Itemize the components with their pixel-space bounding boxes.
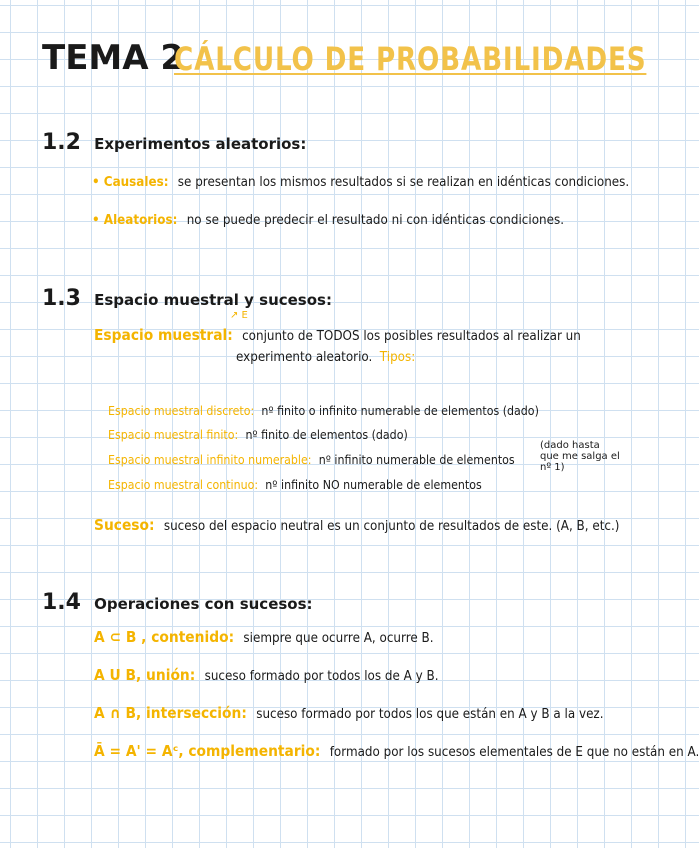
section-1-2-heading [42, 130, 306, 155]
tipos-label: Tipos: [379, 350, 416, 365]
aleatorios-text: no se puede predecir el resultado ni con idénticas condiciones. [186, 213, 565, 228]
e-mark: ↗ E [230, 310, 248, 321]
section-1-3-heading [42, 286, 332, 311]
page-title: CÁLCULO DE PROBABILIDADES [174, 40, 647, 78]
section-title: Operaciones con sucesos: [94, 595, 313, 613]
interseccion-label: A ∩ B, intersección: [94, 704, 247, 722]
contenido-text: siempre que ocurre A, ocurre B. [243, 631, 434, 646]
suceso-text: suceso del espacio neutral es un conjunto de resultados de este. (A, B, etc.) [163, 519, 620, 534]
espacio-muestral-text-2: experimento aleatorio. [236, 350, 373, 365]
section-number: 1.2 [42, 130, 81, 155]
causales-text: se presentan los mismos resultados si se realizan en idénticas condiciones. [177, 175, 630, 190]
infinito-numerable-label: Espacio muestral infinito numerable: [108, 453, 312, 467]
finito-line [108, 428, 408, 442]
section-1-4-heading [42, 590, 313, 615]
espacio-muestral-text: conjunto de TODOS los posibles resultados al realizar un [242, 329, 581, 344]
section-number: 1.4 [42, 590, 81, 615]
continuo-line [108, 478, 482, 492]
causales-line [92, 175, 629, 190]
continuo-text: nº infinito NO numerable de elementos [265, 478, 482, 492]
discreto-line [108, 404, 539, 418]
espacio-muestral-line-2 [236, 350, 415, 365]
finito-label: Espacio muestral finito: [108, 428, 239, 442]
section-title: Experimentos aleatorios: [94, 135, 307, 153]
causales-label: • Causales: [92, 175, 169, 190]
discreto-text: nº finito o infinito numerable de elementos (dado) [261, 404, 539, 418]
complementario-label: Ā = A' = Aᶜ, complementario: [94, 742, 321, 760]
union-line [94, 666, 438, 684]
title-tema: TEMA 2 [42, 38, 185, 78]
espacio-muestral-label: Espacio muestral: [94, 326, 233, 344]
complementario-line [94, 742, 699, 760]
discreto-label: Espacio muestral discreto: [108, 404, 255, 418]
interseccion-line [94, 704, 604, 722]
aleatorios-label: • Aleatorios: [92, 213, 178, 228]
infinito-numerable-line [108, 453, 515, 467]
union-text: suceso formado por todos los de A y B. [204, 669, 439, 684]
contenido-line [94, 628, 434, 646]
union-label: A U B, unión: [94, 666, 196, 684]
espacio-muestral-line [94, 326, 581, 344]
infinito-numerable-note: (dado hasta que me salga el nº 1) [540, 440, 620, 473]
interseccion-text: suceso formado por todos los que están en A y B a la vez. [256, 707, 604, 722]
continuo-label: Espacio muestral continuo: [108, 478, 259, 492]
contenido-label: A ⊂ B , contenido: [94, 628, 235, 646]
section-title: Espacio muestral y sucesos: [94, 291, 332, 309]
suceso-line [94, 516, 619, 534]
infinito-numerable-text: nº infinito numerable de elementos [318, 453, 515, 467]
section-number: 1.3 [42, 286, 81, 311]
aleatorios-line [92, 213, 564, 228]
suceso-label: Suceso: [94, 516, 155, 534]
finito-text: nº finito de elementos (dado) [245, 428, 408, 442]
complementario-text: formado por los sucesos elementales de E que no están en A. [329, 745, 699, 760]
